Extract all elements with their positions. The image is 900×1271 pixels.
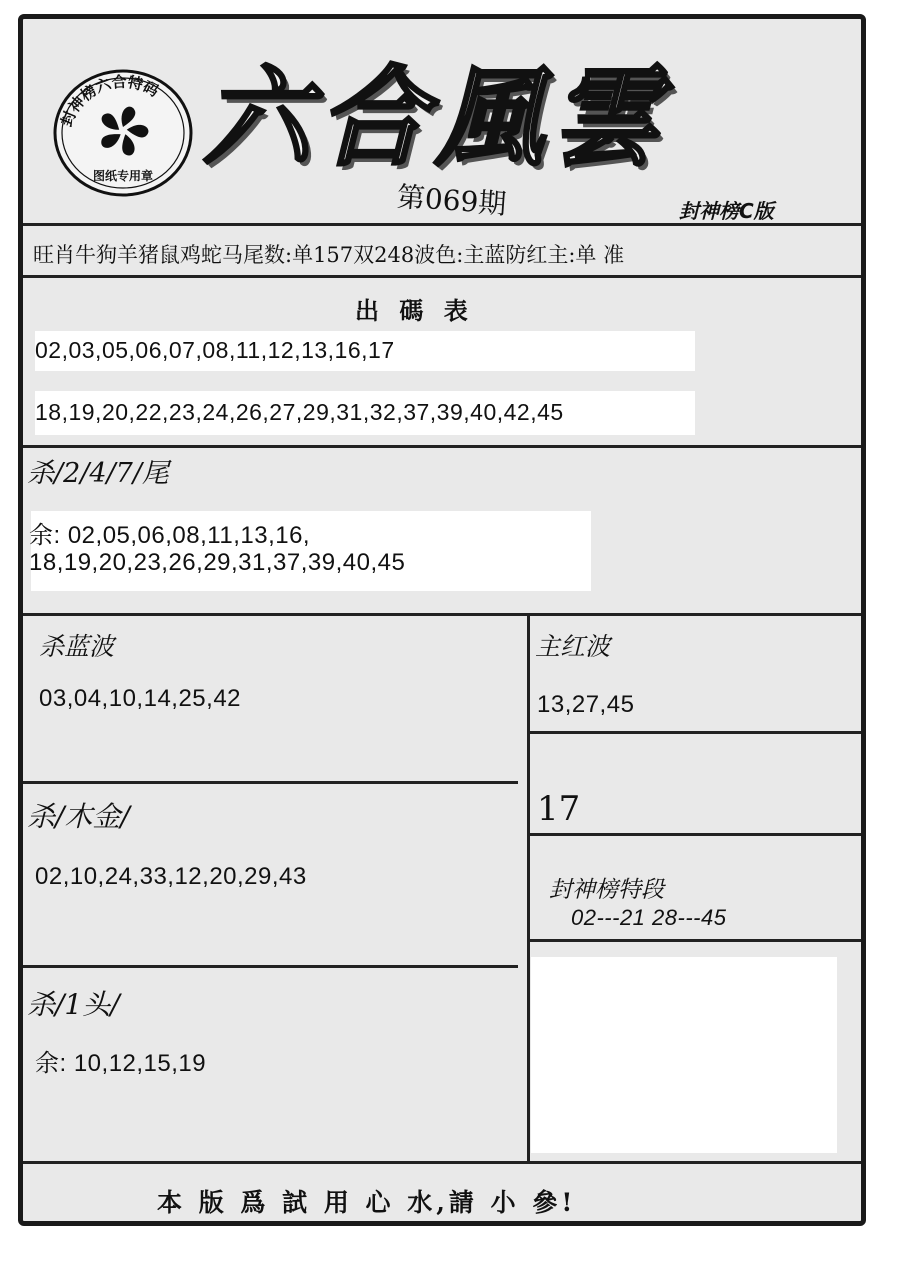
special-segment-label: 封神榜特段 [549,877,664,903]
special-segment-ranges: 02---21 28---45 [571,905,727,930]
kill-tail-label: 杀/2/4/7/尾 [27,458,169,489]
lottery-sheet [18,14,866,1226]
special-number: 17 [537,789,581,829]
divider [23,1161,861,1164]
divider [23,613,861,616]
kill-blue-label: 杀蓝波 [39,632,115,661]
svg-text:封神榜六合特码: 封神榜六合特码 [57,72,162,129]
main-red-label: 主红波 [535,632,611,661]
header-title: 六合風雲 [203,55,668,181]
divider [23,223,861,226]
footer-note: 本 版 爲 試 用 心 水,請 小 參! [157,1188,577,1217]
code-table-heading: 出 碼 表 [355,296,474,325]
kill-element-numbers: 02,10,24,33,12,20,29,43 [35,863,307,890]
divider [23,275,861,278]
column-divider [527,613,530,1161]
kill-head-label: 杀/1头/ [27,988,120,1021]
divider [23,445,861,448]
divider [527,731,861,734]
summary-line: 旺肖牛狗羊猪鼠鸡蛇马尾数:单157双248波色:主蓝防红主:单 准 [33,243,625,267]
kill-tail-line-1: 余: 02,05,06,08,11,13,16, [29,522,311,549]
kill-tail-line-2: 18,19,20,23,26,29,31,37,39,40,45 [29,549,406,576]
divider [23,965,518,968]
stamp-bottom-text: 图纸专用章 [93,169,154,183]
kill-blue-numbers: 03,04,10,14,25,42 [39,685,242,712]
divider [527,833,861,836]
official-stamp [49,59,197,199]
issue-number: 第069期 [395,180,508,221]
edition-label: 封神榜C版 [679,199,774,223]
code-table-row-2: 18,19,20,22,23,24,26,27,29,31,32,37,39,40,42,45 [35,399,564,425]
divider [23,781,518,784]
divider [527,939,861,942]
kill-head-numbers: 余: 10,12,15,19 [35,1050,207,1077]
main-red-numbers: 13,27,45 [537,691,635,718]
kill-element-label: 杀/木金/ [27,800,130,833]
blank-panel [531,957,837,1153]
code-table-row-1: 02,03,05,06,07,08,11,12,13,16,17 [35,337,395,363]
